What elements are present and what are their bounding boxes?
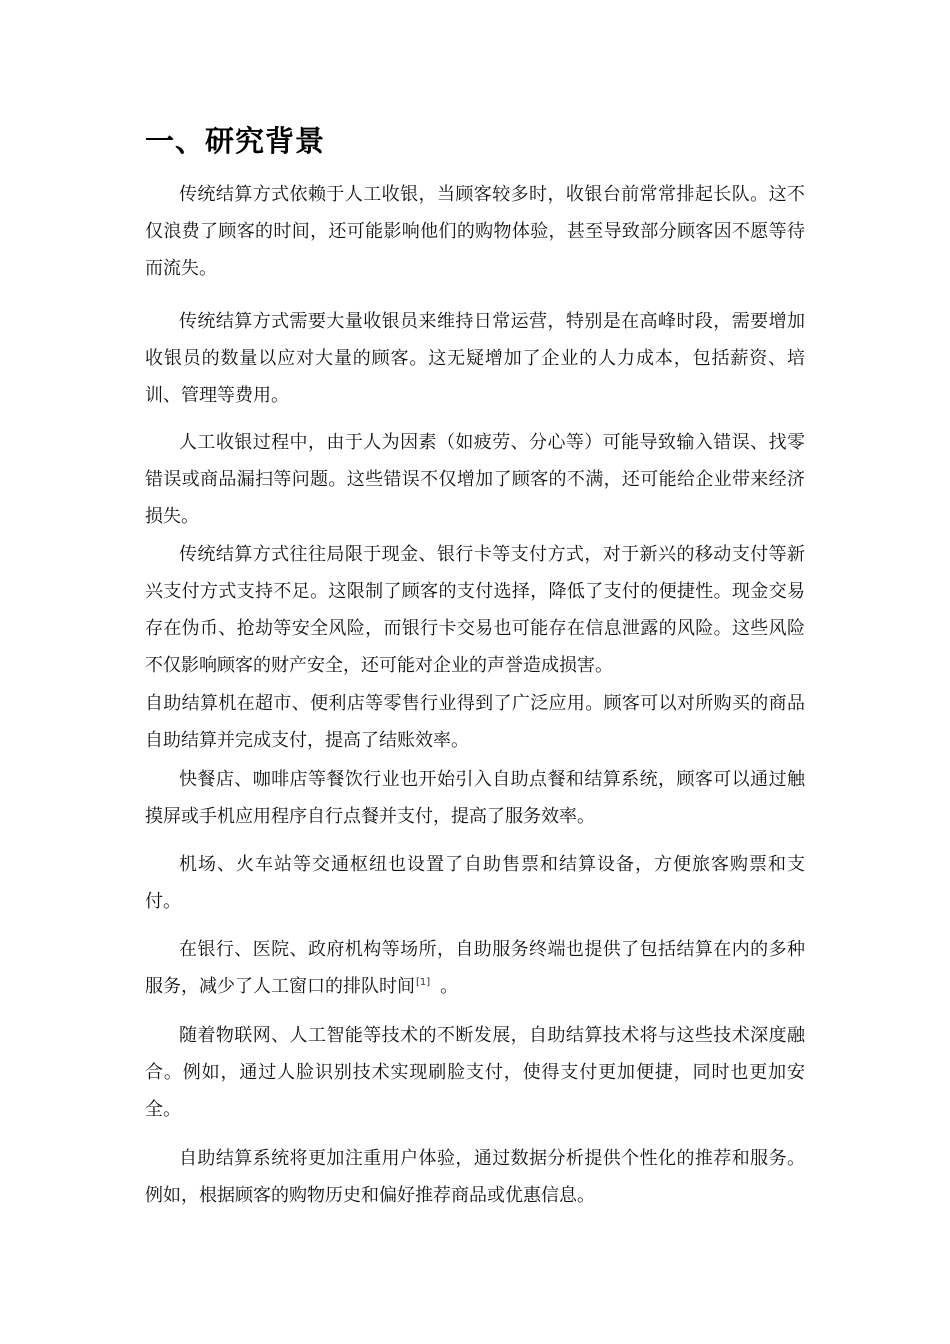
paragraph-6: 快餐店、咖啡店等餐饮行业也开始引入自助点餐和结算系统，顾客可以通过触摸屏或手机应用程序自行点餐并支付，提高了服务效率。 <box>145 769 805 827</box>
paragraph-8 <box>145 931 805 1005</box>
section-heading: 一、研究背景 <box>145 124 326 158</box>
paragraph-5: 自助结算机在超市、便利店等零售行业得到了广泛应用。顾客可以对所购买的商品自助结算并完成支付，提高了结账效率。 <box>145 693 805 751</box>
paragraph-9: 随着物联网、人工智能等技术的不断发展，自助结算技术将与这些技术深度融合。例如，通过人脸识别技术实现刷脸支付，使得支付更加便捷，同时也更加安全。 <box>145 1025 805 1120</box>
citation-reference: [1] <box>416 977 431 988</box>
paragraph-8-text: 在银行、医院、政府机构等场所，自助服务终端也提供了包括结算在内的多种服务，减少了人工窗口的排队时间 <box>145 939 805 997</box>
paragraph-2: 传统结算方式需要大量收银员来维持日常运营，特别是在高峰时段，需要增加收银员的数量以应对大量的顾客。这无疑增加了企业的人力成本，包括薪资、培训、管理等费用。 <box>145 311 805 406</box>
paragraph-7: 机场、火车站等交通枢纽也设置了自助售票和结算设备，方便旅客购票和支付。 <box>145 854 805 912</box>
paragraph-8-tail: 。 <box>440 976 459 997</box>
paragraph-4: 传统结算方式往往局限于现金、银行卡等支付方式，对于新兴的移动支付等新兴支付方式支持不足。这限制了顾客的支付选择，降低了支付的便捷性。现金交易存在伪币、抢劫等安全风险，而银行卡交易也可能存在信息泄露的风险。这些风险不仅影响顾客的财产安全，还可能对企业的声誉造成损害。 <box>145 544 805 676</box>
paragraph-3: 人工收银过程中，由于人为因素（如疲劳、分心等）可能导致输入错误、找零错误或商品漏扫等问题。这些错误不仅增加了顾客的不满，还可能给企业带来经济损失。 <box>145 432 805 527</box>
paragraph-10: 自助结算系统将更加注重用户体验，通过数据分析提供个性化的推荐和服务。例如，根据顾客的购物历史和偏好推荐商品或优惠信息。 <box>145 1148 805 1206</box>
paragraph-1: 传统结算方式依赖于人工收银，当顾客较多时，收银台前常常排起长队。这不仅浪费了顾客的时间，还可能影响他们的购物体验，甚至导致部分顾客因不愿等待而流失。 <box>145 184 805 279</box>
